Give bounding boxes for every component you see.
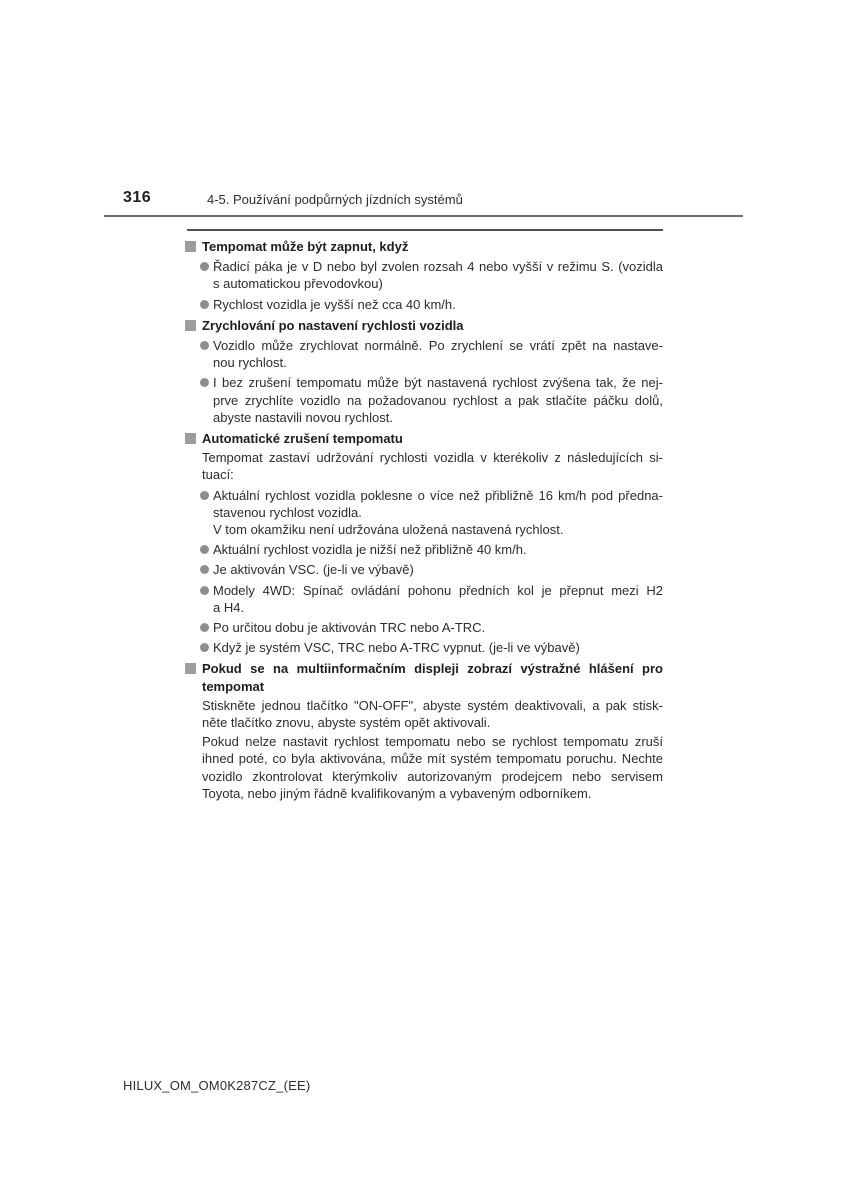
section-heading [185, 430, 663, 447]
bullet-dot-icon [200, 341, 209, 350]
chapter-title: 4-5. Používání podpůrných jízdních systémů [207, 192, 463, 207]
text-lines [213, 487, 663, 539]
bullet-dot-icon [200, 545, 209, 554]
text-line: s automatickou převodovkou) [213, 276, 383, 292]
text-line: Stiskněte jednou tlačítko "ON-OFF", abyste systém deaktivovali, a pak stisk- [202, 697, 663, 713]
bullet-item [185, 541, 663, 558]
bullet-item [185, 487, 663, 539]
paragraph [185, 449, 663, 483]
bullet-dot-icon [200, 378, 209, 387]
text-lines [202, 733, 663, 802]
text-line: V tom okamžiku není udržována uložená nastavená rychlost. [213, 522, 564, 538]
text-line: vozidlo zkontrolovat kterýmkoliv autorizovaným prodejcem nebo servisem [202, 768, 663, 784]
text-line: Zrychlování po nastavení rychlosti vozidla [202, 317, 464, 333]
text-line: Tempomat zastaví udržování rychlosti vozidla v kterékoliv z následujících si- [202, 450, 663, 466]
bullet-item [185, 337, 663, 371]
bullet-item [185, 296, 663, 313]
text-line: Pokud se na multiinformačním displeji zobrazí výstražné hlášení pro [202, 661, 663, 677]
text-line: Po určitou dobu je aktivován TRC nebo A-TRC. [213, 620, 486, 636]
text-lines [213, 337, 663, 371]
text-lines [213, 374, 663, 426]
bullet-dot-icon [200, 623, 209, 632]
text-lines [202, 449, 663, 483]
text-line: I bez zrušení tempomatu může být nastavená rychlost zvýšena tak, že nej- [213, 375, 663, 391]
text-lines [213, 561, 663, 578]
text-line: Modely 4WD: Spínač ovládání pohonu předních kol je přepnut mezi H2 [213, 582, 663, 598]
text-line: stavenou rychlost vozidla. [213, 504, 362, 520]
bullet-item [185, 258, 663, 292]
header-rule [104, 215, 743, 217]
text-line: něte tlačítko znovu, abyste systém opět aktivovali. [202, 715, 491, 731]
text-line: Tempomat může být zapnut, když [202, 239, 409, 254]
text-lines [202, 430, 663, 447]
bullet-item [185, 639, 663, 656]
bullet-item [185, 374, 663, 426]
bullet-item [185, 582, 663, 616]
section-square-marker-icon [185, 320, 196, 331]
content-top-rule [187, 229, 663, 231]
text-lines [202, 660, 663, 694]
bullet-dot-icon [200, 491, 209, 500]
bullet-dot-icon [200, 300, 209, 309]
text-lines [202, 238, 663, 255]
bullet-dot-icon [200, 565, 209, 574]
text-line: ihned poté, co byla aktivována, může mít systém tempomatu poruchu. Nechte [202, 751, 663, 767]
text-lines [213, 541, 663, 558]
text-line: Pokud nelze nastavit rychlost tempomatu nebo se rychlost tempomatu zruší [202, 734, 663, 750]
text-lines [202, 317, 663, 334]
content-area [185, 234, 663, 802]
text-lines [213, 619, 663, 636]
text-line: Rychlost vozidla je vyšší než cca 40 km/h. [213, 296, 456, 312]
text-line: Když je systém VSC, TRC nebo A-TRC vypnut. (je-li ve výbavě) [213, 640, 580, 656]
paragraph [185, 697, 663, 731]
bullet-dot-icon [200, 262, 209, 271]
text-line: Automatické zrušení tempomatu [202, 431, 403, 447]
text-line: tuací: [202, 467, 234, 483]
page-number: 316 [123, 189, 152, 206]
text-lines [213, 258, 663, 292]
text-lines [213, 639, 663, 656]
bullet-item [185, 619, 663, 636]
section-heading [185, 238, 663, 255]
text-line: Aktuální rychlost vozidla poklesne o více než přibližně 16 km/h pod předna- [213, 487, 663, 503]
section-square-marker-icon [185, 433, 196, 444]
text-lines [202, 697, 663, 731]
text-lines [213, 296, 663, 313]
bullet-dot-icon [200, 643, 209, 652]
document-code: HILUX_OM_OM0K287CZ_(EE) [123, 1078, 311, 1093]
bullet-item [185, 561, 663, 578]
text-line: Aktuální rychlost vozidla je nižší než přibližně 40 km/h. [213, 542, 527, 558]
text-line: Je aktivován VSC. (je-li ve výbavě) [213, 562, 414, 578]
text-line: Řadicí páka je v D nebo byl zvolen rozsah 4 nebo vyšší v režimu S. (vozidla [213, 259, 663, 275]
paragraph [185, 733, 663, 802]
text-line: prve zrychlíte vozidlo na požadovanou rychlost a pak stlačíte páčku dolů, [213, 392, 663, 408]
text-line: tempomat [202, 678, 265, 694]
text-line: nou rychlost. [213, 355, 287, 371]
section-heading [185, 660, 663, 694]
section-square-marker-icon [185, 663, 196, 674]
section-heading [185, 317, 663, 334]
text-line: abyste nastavili novou rychlost. [213, 409, 393, 425]
text-line: a H4. [213, 599, 245, 615]
section-square-marker-icon [185, 241, 196, 252]
bullet-dot-icon [200, 586, 209, 595]
text-line: Vozidlo může zrychlovat normálně. Po zrychlení se vrátí zpět na nastave- [213, 338, 663, 354]
text-line: Toyota, nebo jiným řádně kvalifikovaným a vybaveným odborníkem. [202, 785, 592, 801]
text-lines [213, 582, 663, 616]
